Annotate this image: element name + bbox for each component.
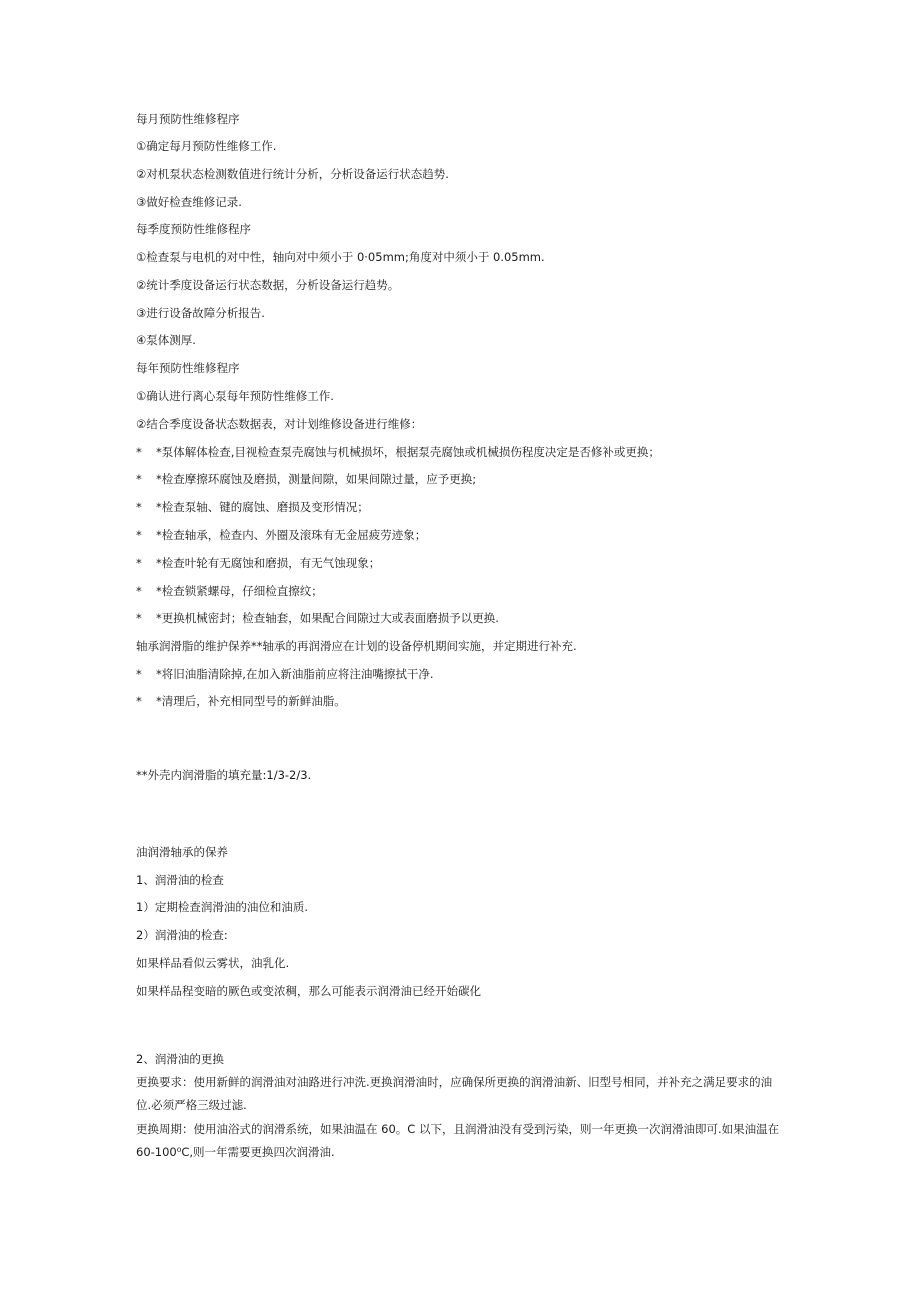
yearly-item-1: ①确认进行离心泵每年预防性维修工作. (136, 389, 334, 403)
grease-intro: 轴承润滑脂的维护保养**轴承的再润滑应在计划的设备停机期间实施，并定期进行补充. (136, 639, 577, 653)
yearly-bullet-4 (136, 528, 426, 542)
yearly-bullet-7 (136, 611, 499, 625)
oil-section1-item-4: 如果样品程变暗的厥色或变浓稠，那么可能表示润滑油已经开始碳化 (136, 984, 481, 998)
oil-heading: 油润滑轴承的保养 (136, 845, 228, 859)
oil-section1-item-1: 1）定期检查润滑油的油位和油质. (136, 900, 308, 914)
oil-replace-requirement: 更换要求：使用新鲜的润滑油对油路进行冲洗.更换润滑油时，应确保所更换的润滑油新、旧型号相同，并补充之满足要求的油位.必须严格三级过滤. (136, 1075, 773, 1112)
oil-section2-title: 2、润滑油的更换 (136, 1052, 224, 1066)
bullet-text: *检查泵轴、键的腐蚀、磨损及变形情况； (156, 500, 369, 514)
bullet-mark: * (136, 500, 142, 514)
bullet-text: *清理后，补充相同型号的新鲜油脂。 (156, 694, 346, 708)
grease-bullet-1 (136, 667, 434, 681)
monthly-heading: 每月预防性维修程序 (136, 112, 240, 126)
monthly-item-2: ②对机泵状态检测数值进行统计分析，分析设备运行状态趋势. (136, 167, 449, 181)
bullet-text: *检查叶轮有无腐蚀和磨损，有无气蚀现象； (156, 556, 381, 570)
yearly-heading: 每年预防性维修程序 (136, 361, 240, 375)
bullet-text: *检查锁紧螺母，仔细检直擦纹； (156, 584, 323, 598)
grease-fill-note: **外壳内润滑脂的填充量:1/3-2/3. (136, 768, 312, 782)
quarterly-item-3: ③进行设备故障分析报告. (136, 306, 265, 320)
bullet-mark: * (136, 528, 142, 542)
yearly-bullet-6 (136, 584, 323, 598)
yearly-bullet-5 (136, 556, 380, 570)
quarterly-item-4: ④泵体测厚. (136, 333, 196, 347)
bullet-mark: * (136, 584, 142, 598)
monthly-item-3: ③做好检查维修记录. (136, 195, 242, 209)
bullet-mark: * (136, 694, 142, 708)
bullet-text: *检查摩擦环腐蚀及磨损，测量间隙，如果间隙过量，应予更换; (156, 472, 477, 486)
yearly-bullet-2 (136, 472, 476, 486)
bullet-text: *检查轴承，检查内、外圈及滚珠有无金屈疲劳迹象； (156, 528, 427, 542)
quarterly-item-2: ②统计季度设备运行状态数据，分析设备运行趋势。 (136, 278, 400, 292)
yearly-bullet-3 (136, 500, 369, 514)
oil-section1-title: 1、润滑油的检查 (136, 873, 224, 887)
bullet-mark: * (136, 472, 142, 486)
quarterly-item-1: ①检查泵与电机的对中性，轴向对中须小于 0·05mm;角度对中须小于 0.05mm. (136, 250, 545, 264)
bullet-mark: * (136, 445, 142, 459)
oil-replace-period: 更换周期：使用油浴式的润滑系统，如果油温在 60。C 以下，且润滑油没有受到污染，则一年更换一次润滑油即可.如果油温在 60-100⁰C,则一年需要更换四次润滑油. (136, 1122, 780, 1159)
bullet-text: *更换机械密封；检查轴套，如果配合间隙过大或表面磨损予以更换. (156, 611, 499, 625)
bullet-text: *泵体解体检查,目视检查泵壳腐蚀与机械损坏，根据泵壳腐蚀或机械损伤程度决定是否修补或更换； (156, 445, 660, 459)
bullet-mark: * (136, 667, 142, 681)
bullet-text: *将旧油脂清除掉,在加入新油脂前应将注油嘴擦拭干净. (156, 667, 434, 681)
oil-section1-item-3: 如果样品看似云雾状，油乳化. (136, 956, 290, 970)
quarterly-heading: 每季度预防性维修程序 (136, 222, 251, 236)
oil-section1-item-2: 2）润滑油的检查: (136, 928, 228, 942)
bullet-mark: * (136, 556, 142, 570)
grease-bullet-2 (136, 694, 346, 708)
yearly-bullet-1 (136, 445, 660, 459)
bullet-mark: * (136, 611, 142, 625)
monthly-item-1: ①确定每月预防性维修工作. (136, 139, 277, 153)
yearly-item-2: ②结合季度设备状态数据表，对计划维修设备进行维修： (136, 417, 423, 431)
